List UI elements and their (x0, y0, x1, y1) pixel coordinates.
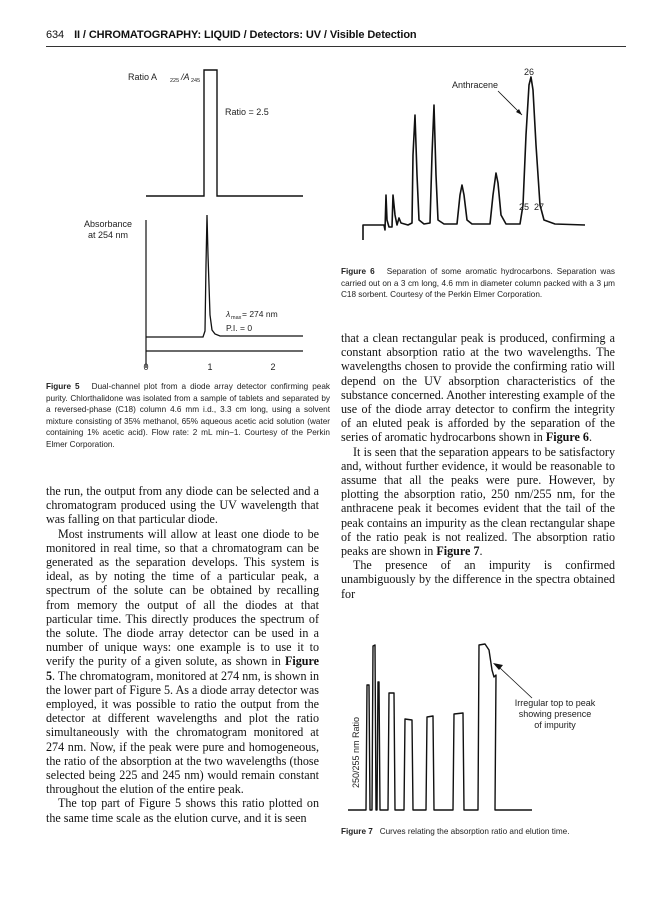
svg-text:/A: /A (181, 72, 190, 82)
figure-7-caption (341, 826, 631, 838)
figure-6-caption-label: Figure 6 (341, 267, 375, 276)
figure-6-reference[interactable]: Figure 6 (545, 430, 589, 445)
svg-text:0: 0 (143, 362, 149, 372)
right-column-text (341, 331, 615, 601)
figure-6-caption-text: Separation of some aromatic hydrocarbons. Separation was carried out on a 3 cm long, 4.6 mm in diameter column packed with a 3 μm C18 sorbent. Courtesy of the Perkin Elmer Corporation. (341, 267, 615, 300)
figure-7-caption-text: Curves relating the absorption ratio and elution time. (379, 827, 570, 836)
left-column-text (46, 484, 319, 825)
svg-text:27: 27 (533, 202, 545, 212)
figure-7-reference[interactable]: Figure 7 (436, 544, 480, 559)
figure-6-caption (341, 266, 615, 301)
svg-text:Anthracene: Anthracene (452, 80, 499, 90)
figure-5 (60, 55, 340, 375)
figure-7-ratio-plot (340, 640, 660, 820)
figure-6-chromatogram (360, 55, 590, 255)
figure-5-caption-text: Dual-channel plot from a diode array detector confirming peak purity. Chlorthalidone was isolated from a sample of tablets and separated by a reversed-phase (C18) column 4.6 mm i.d., 3.3 cm long, using a solvent mixture consisting of 35% methanol, 65% aqueous acetic acid solution (water containing 1% acetic acid). Flow rate: 2 mL min−1. Courtesy of the Perkin Elmer Corporation. (46, 382, 330, 449)
figure-7-caption-label: Figure 7 (341, 827, 373, 836)
figure-5-plot (60, 55, 340, 375)
svg-text:λ: λ (226, 309, 231, 319)
svg-text:1: 1 (207, 362, 213, 372)
figure-7 (340, 640, 660, 820)
svg-text:= 274 nm: = 274 nm (242, 309, 278, 319)
header-rule (46, 46, 626, 47)
svg-text:max: max (231, 315, 242, 321)
svg-text:at 254 nm: at 254 nm (87, 230, 129, 240)
paragraph: It is seen that the separation appears to be satisfactory and, without further evidence, it would be reasonable to assume that all the peaks were pure. However, by plotting the absorption ratio, 250 nm/255 nm, for the anthracene peak it becomes evident that the tail of the peak contains an impurity as the clean rectangular shape of the ratio peak is not realized. The absorption ratio peaks are shown in Figure 7. (341, 444, 615, 559)
paragraph: The presence of an impurity is confirmed unambiguously by the difference in the spectra obtained for (341, 558, 615, 601)
running-header (46, 29, 417, 41)
figure-5-caption (46, 381, 330, 451)
running-title: II / CHROMATOGRAPHY: LIQUID / Detectors: UV / Visible Detection (74, 29, 417, 41)
paragraph: the run, the output from any diode can be selected and a chromatogram produced using the UV wavelength that was falling on that particular diode. (46, 484, 319, 527)
svg-text:Absorbance: Absorbance (83, 219, 133, 229)
paragraph: Most instruments will allow at least one diode to be monitored in real time, so that a chromatogram can be generated as the separation develops. This system is ideal, as by noting the time of a particular peak, a spectrum of the solute can be obtained by recalling from memory the output of all the diodes at that particular time. This directly produces the spectrum of the solute. The diode array detector can be used in a number of unique ways: one example is to use it to verify the purity of a given solute, as shown in Figure 5. The chromatogram, monitored at 274 nm, is shown in the lower part of Figure 5. As a diode array detector was employed, it was possible to ratio the output from the detector at different wavelengths and plot the ratio simultaneously with the chromatogram monitored at 274 nm. Now, if the peak were pure and homogeneous, the ratio of the absorption at the two wavelengths (those selected being 225 and 245 nm) would remain constant throughout the elution of the entire peak. (46, 526, 319, 797)
svg-text:225: 225 (170, 78, 180, 84)
figure-5-reference[interactable]: Figure 5 (46, 654, 319, 683)
svg-text:250/255 nm Ratio: 250/255 nm Ratio (351, 716, 361, 788)
svg-text:Ratio = 2.5: Ratio = 2.5 (225, 107, 269, 117)
paragraph: that a clean rectangular peak is produced, confirming a constant absorption ratio at the two wavelengths. The wavelengths chosen to provide the confirming ratio will depend on the UV absorption characteristics of the substance concerned. Another interesting example of the use of the diode array detector to confirm the integrity of an eluted peak is afforded by the separation of the series of aromatic hydrocarbons shown in Figure 6. (341, 331, 615, 445)
svg-text:25: 25 (518, 202, 530, 212)
paragraph: The top part of Figure 5 shows this ratio plotted on the same time scale as the elution curve, and it is seen (46, 796, 319, 825)
figure-6 (360, 55, 590, 255)
svg-text:2: 2 (270, 362, 276, 372)
svg-text:of impurity: of impurity (534, 720, 576, 730)
svg-text:Irregular top to peak: Irregular top to peak (514, 698, 596, 708)
svg-text:P.I. = 0: P.I. = 0 (226, 323, 253, 333)
svg-text:245: 245 (191, 78, 201, 84)
svg-text:Ratio A: Ratio A (128, 72, 158, 82)
page-number: 634 (46, 29, 65, 41)
svg-text:26: 26 (523, 67, 535, 77)
svg-text:showing presence: showing presence (518, 709, 592, 719)
figure-5-caption-label: Figure 5 (46, 382, 80, 391)
